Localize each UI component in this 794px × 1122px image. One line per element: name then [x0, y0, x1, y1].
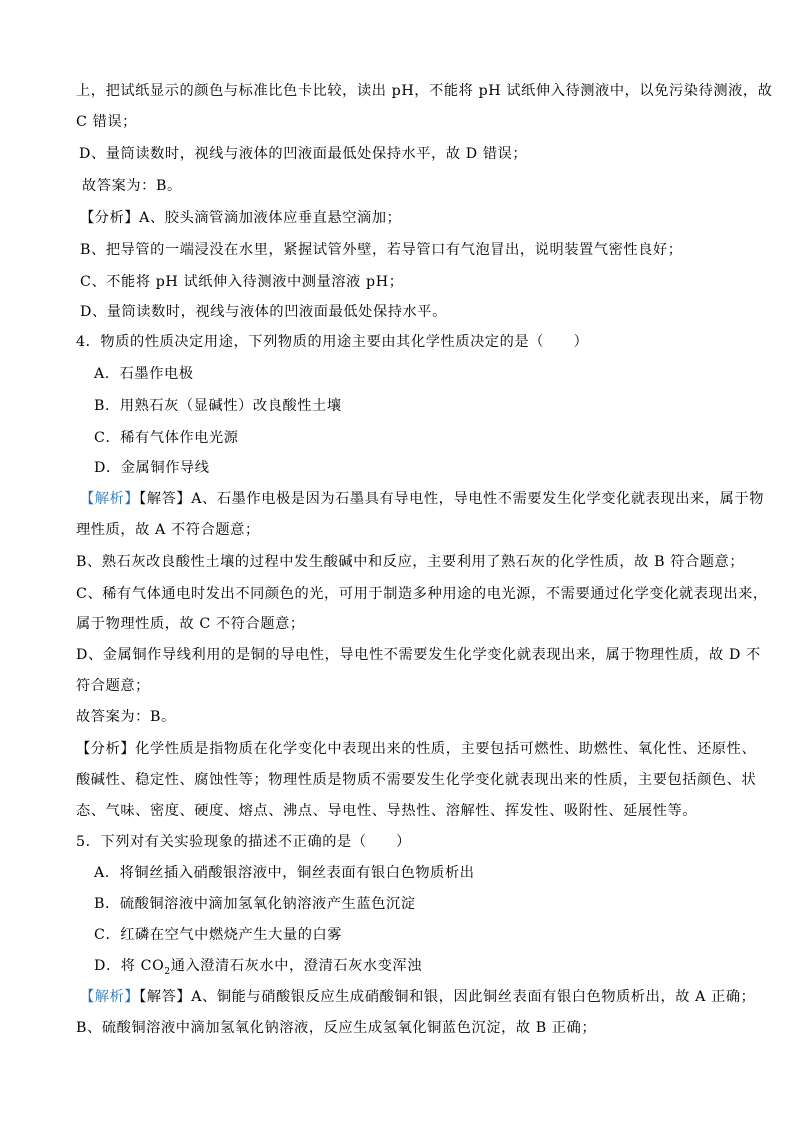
q4-analysis-1: 【分析】化学性质是指物质在化学变化中表现出来的性质，主要包括可燃性、助燃性、氧化性、还原性、	[76, 741, 757, 757]
q5-jiexi-tag: 【解析】	[80, 989, 140, 1005]
q4-answer: 故答案为：B。	[76, 709, 176, 725]
q4-option-b: B．用熟石灰（显碱性）改良酸性土壤	[94, 398, 342, 414]
q4-stem: 4．物质的性质决定用途，下列物质的用途主要由其化学性质决定的是（ ）	[76, 334, 589, 350]
q5-jiexi-text1: 【解答】A、铜能与硝酸银反应生成硝酸铜和银，因此铜丝表面有银白色物质析出，故 A 正确；	[139, 989, 756, 1005]
q4-jiexi-line1	[80, 489, 764, 509]
q5-option-d-post: 通入澄清石灰水中，澄清石灰水变浑浊	[170, 958, 423, 974]
q3-analysis-a: A、胶头滴管滴加液体应垂直悬空滴加；	[139, 210, 402, 226]
q4-jiexi-d1: D、金属铜作导线利用的是铜的导电性，导电性不需要发生化学变化就表现出来，属于物理性质，故 D 不	[76, 647, 761, 663]
q5-option-d-subscript: 2	[164, 966, 171, 977]
q3-analysis-b: B、把导管的一端浸没在水里，紧握试管外壁，若导管口有气泡冒出，说明装置气密性良好；	[80, 242, 683, 258]
q4-analysis-2: 酸碱性、稳定性、腐蚀性等；物理性质是物质不需要发生化学变化就表现出来的性质，主要包括颜色、状	[76, 772, 757, 788]
q3-solution-continued-line2: C 错误；	[76, 114, 137, 130]
q5-option-b: B．硫酸铜溶液中滴加氢氧化钠溶液产生蓝色沉淀	[94, 896, 416, 912]
q4-jiexi-d2: 符合题意；	[76, 678, 150, 694]
q4-analysis-3: 态、气味、密度、硬度、熔点、沸点、导电性、导热性、溶解性、挥发性、吸附性、延展性等。	[76, 803, 698, 819]
q4-option-d: D．金属铜作导线	[94, 460, 210, 476]
q5-option-d	[94, 956, 422, 982]
q4-option-c: C．稀有气体作电光源	[94, 430, 239, 446]
q5-stem: 5．下列对有关实验现象的描述不正确的是（ ）	[76, 834, 411, 850]
q4-option-a: A．石墨作电极	[94, 366, 194, 382]
q4-jiexi-text1: 【解答】A、石墨作电极是因为石墨具有导电性，导电性不需要发生化学变化就表现出来，属于物	[139, 491, 764, 507]
q4-jiexi-line2: 理性质，故 A 不符合题意；	[76, 522, 260, 538]
q5-option-a: A．将铜丝插入硝酸银溶液中，铜丝表面有银白色物质析出	[94, 865, 475, 881]
q3-analysis-c: C、不能将 pH 试纸伸入待测液中测量溶液 pH；	[80, 274, 404, 290]
q3-analysis-d: D、量筒读数时，视线与液体的凹液面最低处保持水平。	[80, 304, 447, 320]
q4-jiexi-c2: 属于物理性质，故 C 不符合题意；	[76, 616, 305, 632]
q3-analysis-line	[80, 208, 401, 228]
q4-jiexi-tag: 【解析】	[80, 491, 140, 507]
q5-option-d-pre: D．将 CO	[94, 958, 165, 974]
q5-jiexi-line1	[80, 987, 755, 1007]
q3-solution-option-d: D、量筒读数时，视线与液体的凹液面最低处保持水平，故 D 错误；	[79, 146, 528, 162]
q3-solution-continued-line1: 上，把试纸显示的颜色与标准比色卡比较，读出 pH，不能将 pH 试纸伸入待测液中，以免污染待测液，故	[76, 83, 773, 99]
q4-jiexi-b: B、熟石灰改良酸性土壤的过程中发生酸碱中和反应，主要利用了熟石灰的化学性质，故 B 符合题意；	[76, 554, 745, 570]
q4-jiexi-c1: C、稀有气体通电时发出不同颜色的光，可用于制造多种用途的电光源，不需要通过化学变化就表现出来，	[76, 586, 768, 602]
q3-analysis-tag: 【分析】	[80, 210, 140, 226]
q5-jiexi-line2: B、硫酸铜溶液中滴加氢氧化钠溶液，反应生成氢氧化铜蓝色沉淀，故 B 正确；	[76, 1020, 597, 1036]
q5-option-c: C．红磷在空气中燃烧产生大量的白雾	[94, 927, 343, 943]
q3-answer: 故答案为：B。	[82, 178, 182, 194]
